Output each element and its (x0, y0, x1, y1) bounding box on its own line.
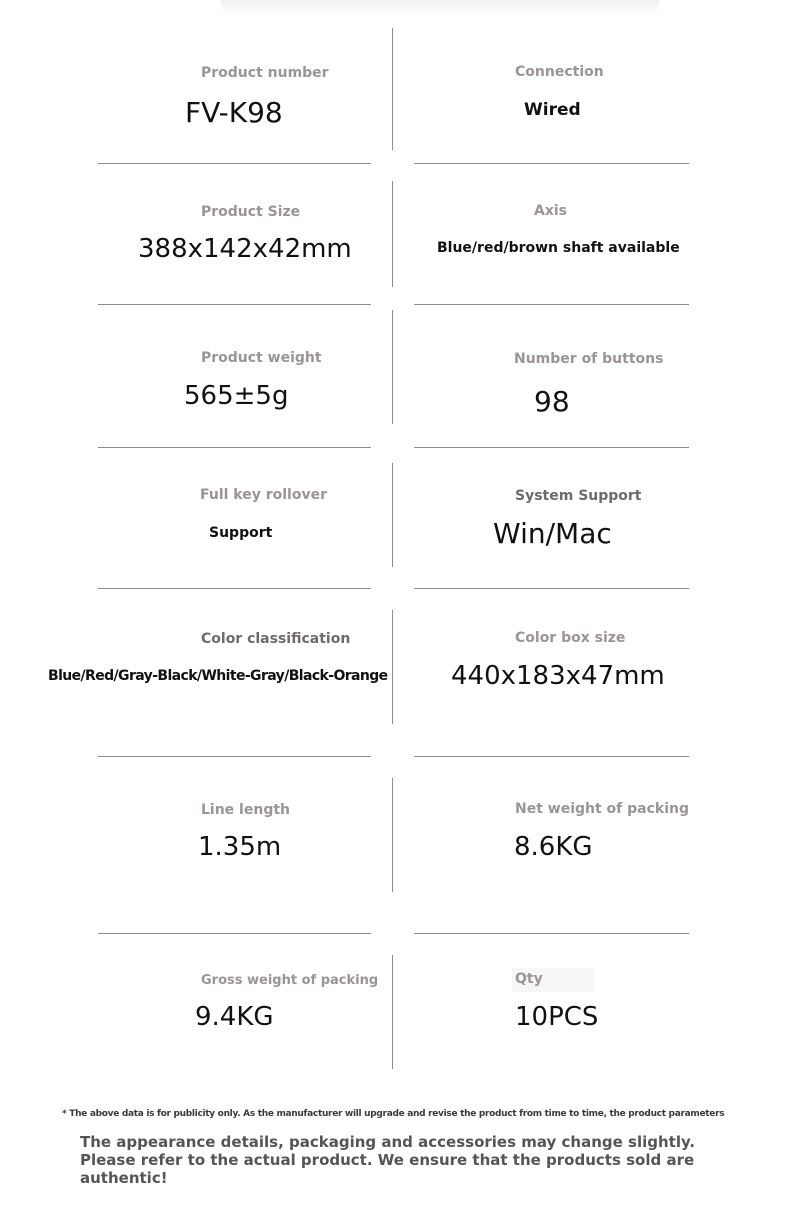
color-classification-label: Color classification (201, 631, 351, 647)
row-divider (98, 756, 371, 757)
row-divider (414, 588, 689, 589)
column-divider (392, 181, 393, 287)
row-divider (98, 588, 371, 589)
row-divider (414, 163, 689, 164)
column-divider (392, 310, 393, 424)
net-weight-label: Net weight of packing (515, 801, 690, 817)
number-of-buttons-label: Number of buttons (514, 351, 664, 367)
net-weight-value: 8.6KG (514, 832, 593, 862)
row-divider (98, 163, 371, 164)
column-divider (392, 610, 393, 724)
qty-value: 10PCS (515, 1002, 599, 1032)
product-weight-label: Product weight (201, 350, 322, 366)
color-classification-value: Blue/Red/Gray-Black/White-Gray/Black-Orange (48, 668, 388, 684)
color-box-size-value: 440x183x47mm (451, 661, 665, 691)
gross-weight-label: Gross weight of packing (201, 973, 379, 988)
system-support-label: System Support (515, 488, 642, 504)
full-key-rollover-value: Support (209, 525, 273, 541)
product-weight-value: 565±5g (184, 381, 289, 411)
line-length-label: Line length (201, 802, 290, 818)
row-divider (98, 933, 371, 934)
row-divider (414, 933, 689, 934)
qty-label: Qty (515, 971, 543, 987)
row-divider (98, 447, 371, 448)
full-key-rollover-label: Full key rollover (200, 487, 327, 503)
row-divider (414, 304, 689, 305)
connection-label: Connection (515, 64, 604, 80)
row-divider (414, 756, 689, 757)
top-shadow (220, 0, 660, 16)
disclaimer-text: * The above data is for publicity only. As the manufacturer will upgrade and revise the product from time to time, the product parameters (62, 1109, 725, 1119)
color-box-size-label: Color box size (515, 630, 626, 646)
column-divider (392, 778, 393, 892)
product-size-label: Product Size (201, 204, 301, 220)
footer-note: The appearance details, packaging and accessories may change slightly. Please refer to the actual product. We ensure that the products sold are authentic! (80, 1133, 696, 1187)
row-divider (414, 447, 689, 448)
column-divider (392, 955, 393, 1069)
system-support-value: Win/Mac (493, 517, 612, 550)
column-divider (392, 463, 393, 567)
gross-weight-value: 9.4KG (195, 1002, 274, 1032)
number-of-buttons-value: 98 (534, 385, 570, 418)
row-divider (98, 304, 371, 305)
product-size-value: 388x142x42mm (138, 234, 352, 264)
line-length-value: 1.35m (198, 832, 282, 862)
column-divider (392, 28, 393, 150)
product-number-value: FV-K98 (185, 96, 283, 129)
connection-value: Wired (524, 100, 581, 120)
product-number-label: Product number (201, 65, 329, 81)
axis-label: Axis (534, 203, 567, 219)
axis-value: Blue/red/brown shaft available (437, 240, 680, 256)
